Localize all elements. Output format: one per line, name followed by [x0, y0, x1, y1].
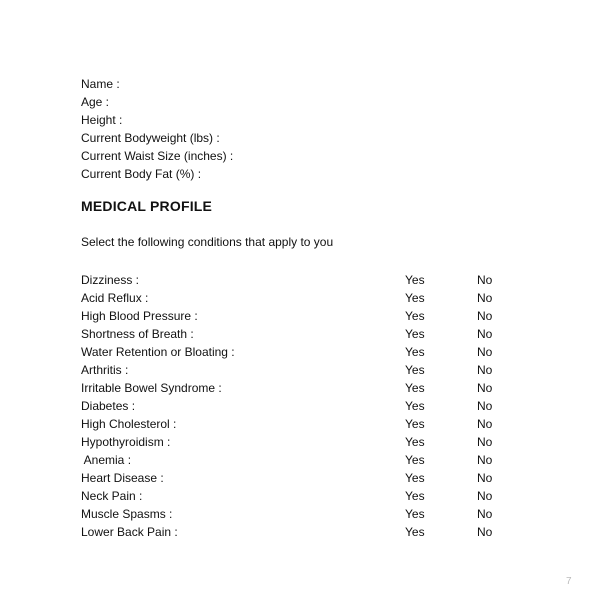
no-option: No: [477, 327, 493, 341]
condition-label: High Cholesterol :: [81, 417, 177, 431]
condition-label: Heart Disease :: [81, 471, 164, 485]
condition-row: [81, 289, 521, 307]
condition-label: Neck Pain :: [81, 489, 143, 503]
yes-option: Yes: [405, 507, 425, 521]
no-option: No: [477, 291, 493, 305]
condition-label: Diabetes :: [81, 399, 136, 413]
condition-row: [81, 469, 521, 487]
condition-row: [81, 451, 521, 469]
condition-row: [81, 361, 521, 379]
no-option: No: [477, 345, 493, 359]
section-heading: MEDICAL PROFILE: [81, 198, 213, 214]
condition-label: Irritable Bowel Syndrome :: [81, 381, 222, 395]
condition-label: Hypothyroidism :: [81, 435, 171, 449]
no-option: No: [477, 453, 493, 467]
condition-label: Acid Reflux :: [81, 291, 149, 305]
profile-field-label: Name :: [81, 77, 120, 91]
condition-row: [81, 307, 521, 325]
yes-option: Yes: [405, 363, 425, 377]
condition-label: Arthritis :: [81, 363, 129, 377]
condition-label: Lower Back Pain :: [81, 525, 178, 539]
yes-option: Yes: [405, 399, 425, 413]
no-option: No: [477, 489, 493, 503]
condition-row: [81, 325, 521, 343]
no-option: No: [477, 399, 493, 413]
conditions-list: [81, 271, 521, 541]
yes-option: Yes: [405, 417, 425, 431]
condition-label: High Blood Pressure :: [81, 309, 198, 323]
yes-option: Yes: [405, 345, 425, 359]
yes-option: Yes: [405, 273, 425, 287]
no-option: No: [477, 471, 493, 485]
no-option: No: [477, 417, 493, 431]
condition-label: Anemia :: [81, 453, 132, 467]
yes-option: Yes: [405, 453, 425, 467]
profile-field-label: Current Waist Size (inches) :: [81, 149, 234, 163]
no-option: No: [477, 435, 493, 449]
yes-option: Yes: [405, 291, 425, 305]
condition-label: Shortness of Breath :: [81, 327, 194, 341]
yes-option: Yes: [405, 435, 425, 449]
page-number: 7: [566, 576, 572, 587]
profile-field-label: Current Body Fat (%) :: [81, 167, 202, 181]
condition-row: [81, 271, 521, 289]
no-option: No: [477, 363, 493, 377]
condition-row: [81, 523, 521, 541]
condition-row: [81, 343, 521, 361]
no-option: No: [477, 309, 493, 323]
yes-option: Yes: [405, 525, 425, 539]
yes-option: Yes: [405, 327, 425, 341]
no-option: No: [477, 381, 493, 395]
personal-info-fields: [81, 75, 233, 183]
profile-field-label: Height :: [81, 113, 123, 127]
yes-option: Yes: [405, 489, 425, 503]
no-option: No: [477, 507, 493, 521]
no-option: No: [477, 525, 493, 539]
condition-row: [81, 397, 521, 415]
condition-row: [81, 433, 521, 451]
condition-label: Dizziness :: [81, 273, 140, 287]
yes-option: Yes: [405, 309, 425, 323]
no-option: No: [477, 273, 493, 287]
condition-label: Water Retention or Bloating :: [81, 345, 235, 359]
condition-label: Muscle Spasms :: [81, 507, 173, 521]
yes-option: Yes: [405, 471, 425, 485]
condition-row: [81, 505, 521, 523]
profile-field-label: Current Bodyweight (lbs) :: [81, 131, 220, 145]
instruction-text: Select the following conditions that apply to you: [81, 235, 334, 249]
yes-option: Yes: [405, 381, 425, 395]
profile-field-label: Age :: [81, 95, 110, 109]
condition-row: [81, 487, 521, 505]
condition-row: [81, 415, 521, 433]
condition-row: [81, 379, 521, 397]
